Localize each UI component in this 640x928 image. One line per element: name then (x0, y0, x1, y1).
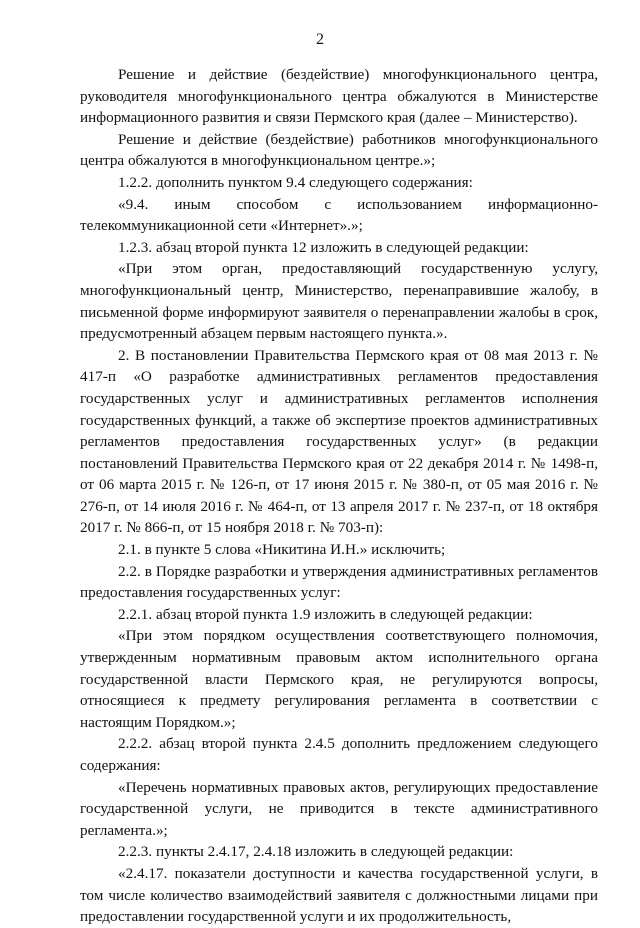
document-body (80, 64, 598, 928)
paragraph: «При этом порядком осуществления соответствующего полномочия, утвержденным нормативным правовым актом исполнительного органа государственной власти Пермского края, не регулируются вопросы, относящиеся к предмету регулирования регламента в соответствии с настоящим Порядком.»; (80, 627, 598, 731)
paragraph: 2.2.1. абзац второй пункта 1.9 изложить в следующей редакции: (118, 605, 533, 623)
paragraph: Решение и действие (бездействие) работников многофункционального центра обжалуются в многофункциональном центре.»; (80, 130, 598, 170)
paragraph: 1.2.3. абзац второй пункта 12 изложить в следующей редакции: (118, 238, 529, 256)
paragraph: «9.4. иным способом с использованием информационно-телекоммуникационной сети «Интернет».»; (80, 195, 598, 235)
paragraph: Решение и действие (бездействие) многофункционального центра, руководителя многофункционального центра обжалуются в Министерстве информационного развития и связи Пермского края (далее – Министерство). (80, 66, 598, 127)
paragraph: 2.1. в пункте 5 слова «Никитина И.Н.» исключить; (118, 541, 446, 559)
paragraph: «При этом орган, предоставляющий государственную услугу, многофункциональный центр, Министерство, перенаправившие жалобу, в письменной форме информируют заявителя о перенаправлении жалобы в срок, предусмотренный абзацем первым настоящего пункта.». (80, 260, 598, 343)
paragraph: «Перечень нормативных правовых актов, регулирующих предоставление государственной услуги, не приводится в тексте административного регламента.»; (80, 778, 598, 839)
paragraph: 2.2. в Порядке разработки и утверждения административных регламентов предоставления государственных услуг: (80, 562, 598, 602)
paragraph: 2.2.3. пункты 2.4.17, 2.4.18 изложить в следующей редакции: (118, 843, 514, 861)
paragraph: 2. В постановлении Правительства Пермского края от 08 мая 2013 г. № 417-п «О разработке административных регламентов предоставления государственных услуг и административных регламентов исполнения государственных функций, а также об экспертизе проектов административных регламентов предоставления государственных услуг» (в редакции постановлений Правительства Пермского края от 22 декабря 2014 г. № 1498-п, от 06 марта 2015 г. № 126-п, от 17 июня 2015 г. № 380-п, от 05 мая 2016 г. № 276-п, от 14 июля 2016 г. № 464-п, от 13 апреля 2017 г. № 237-п, от 18 октября 2017 г. № 866-п, от 15 ноября 2018 г. № 703-п): (80, 346, 598, 537)
paragraph: «2.4.17. показатели доступности и качества государственной услуги, в том числе количество взаимодействий заявителя с должностными лицами при предоставлении государственной услуги и их продолжительность, (80, 864, 598, 926)
paragraph: 1.2.2. дополнить пунктом 9.4 следующего содержания: (118, 173, 473, 191)
page-number: 2 (316, 31, 324, 48)
paragraph: 2.2.2. абзац второй пункта 2.4.5 дополнить предложением следующего содержания: (80, 735, 598, 774)
